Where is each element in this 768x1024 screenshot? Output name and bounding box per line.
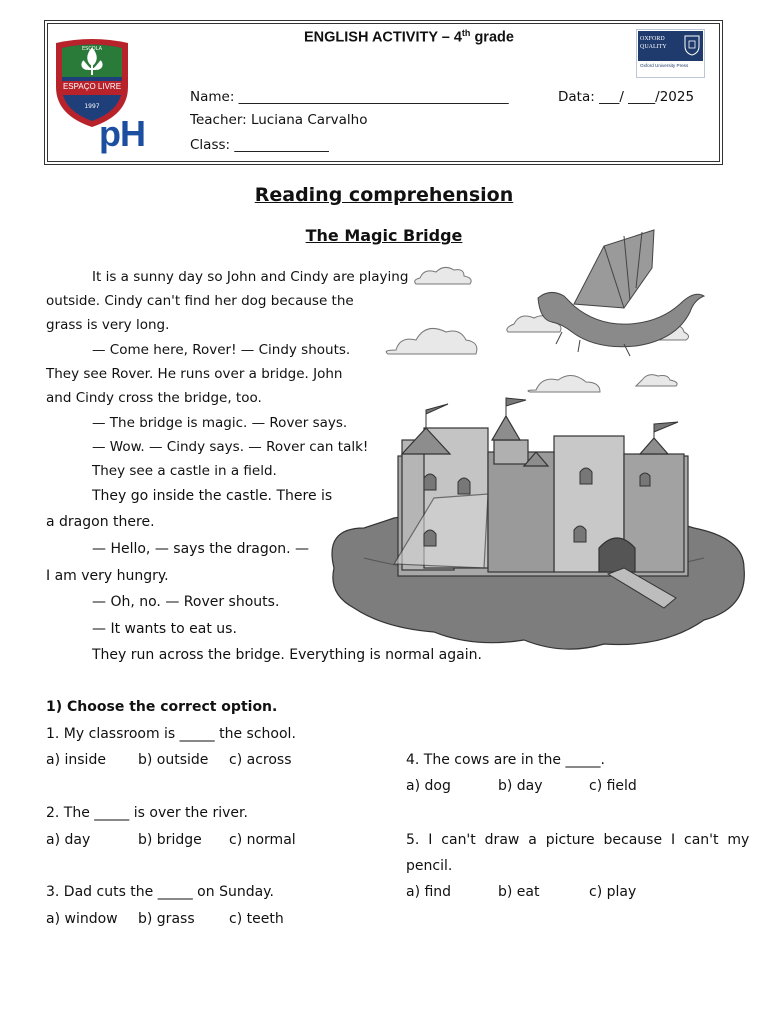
question-3-option: c) teeth: [229, 911, 284, 927]
question-1-option: b) outside: [138, 752, 209, 768]
story-line: They see Rover. He runs over a bridge. John: [46, 366, 343, 382]
oxford-logo-text: OXFORD QUALITY: [640, 36, 667, 50]
story-line: and Cindy cross the bridge, too.: [46, 390, 262, 406]
question-3-option: a) window: [46, 911, 118, 927]
question-4-option: a) dog: [406, 778, 451, 794]
oxford-crest-icon: [683, 34, 701, 56]
question-2-option: c) normal: [229, 832, 296, 848]
class-field: Class: ______________: [190, 137, 329, 153]
activity-title: [304, 28, 514, 46]
story-line: grass is very long.: [46, 317, 170, 333]
question-2: 2. The _____ is over the river.: [46, 805, 248, 821]
question-5-option: b) eat: [498, 884, 540, 900]
story-line: outside. Cindy can't find her dog because the: [46, 293, 354, 309]
question-5-option: a) find: [406, 884, 452, 900]
question-4-option: b) day: [498, 778, 543, 794]
story-line: They see a castle in a field.: [92, 463, 277, 479]
activity-title-main: ENGLISH ACTIVITY – 4: [304, 29, 462, 46]
activity-title-sup: th: [461, 28, 471, 38]
question-4-option: c) field: [589, 778, 637, 794]
story-line: — It wants to eat us.: [92, 621, 237, 637]
question-1-option: a) inside: [46, 752, 106, 768]
exercise-title: 1) Choose the correct option.: [46, 699, 278, 715]
story-line: It is a sunny day so John and Cindy are playing: [92, 269, 409, 285]
ph-logo: pH: [99, 113, 145, 154]
question-1: 1. My classroom is _____ the school.: [46, 726, 296, 742]
question-5-option: c) play: [589, 884, 637, 900]
story-line: a dragon there.: [46, 514, 155, 530]
page-heading: Reading comprehension: [254, 184, 514, 206]
school-logo-text: ESPAÇO LIVRE: [62, 82, 122, 91]
question-3-option: b) grass: [138, 911, 195, 927]
story-line: They run across the bridge. Everything is normal again.: [92, 647, 482, 663]
story-line: — Hello, — says the dragon. —: [92, 541, 310, 557]
question-2-option: a) day: [46, 832, 91, 848]
question-3: 3. Dad cuts the _____ on Sunday.: [46, 884, 274, 900]
question-5: 5. I can't draw a picture because I can't my: [406, 832, 750, 848]
story-line: They go inside the castle. There is: [92, 488, 333, 504]
school-logo-small: ESCOLA: [81, 46, 103, 52]
name-field: Name: ________________________________________: [190, 89, 509, 105]
story-line: — Oh, no. — Rover shouts.: [92, 594, 280, 610]
teacher-name: Teacher: Luciana Carvalho: [190, 112, 368, 128]
story-line: I am very hungry.: [46, 568, 169, 584]
question-4: 4. The cows are in the _____.: [406, 752, 605, 768]
school-logo-year: 1997: [84, 103, 100, 110]
oxford-quality-logo: [636, 29, 705, 78]
date-field: Data: ___/ ____/2025: [558, 89, 695, 105]
story-line: — Come here, Rover! — Cindy shouts.: [92, 342, 351, 358]
story-line: — Wow. — Cindy says. — Rover can talk!: [92, 439, 369, 455]
oxford-caption: Oxford University Press: [640, 63, 689, 68]
story-title: The Magic Bridge: [305, 226, 463, 245]
activity-title-end: grade: [470, 29, 514, 46]
story-line: — The bridge is magic. — Rover says.: [92, 415, 348, 431]
question-5-continued: pencil.: [406, 858, 453, 874]
castle-dragon-illustration: [324, 228, 748, 660]
question-2-option: b) bridge: [138, 832, 202, 848]
question-1-option: c) across: [229, 752, 292, 768]
